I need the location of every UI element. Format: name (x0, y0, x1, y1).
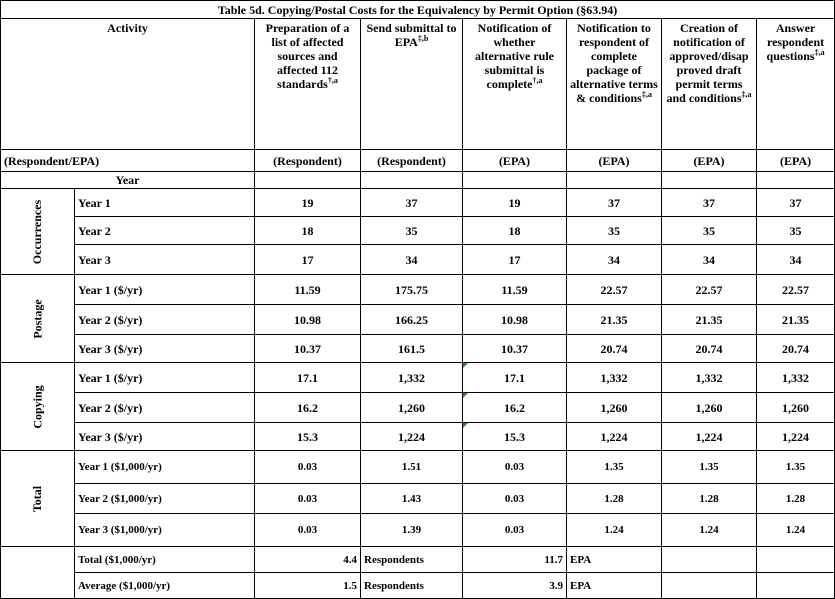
group-label-occurrences: Occurrences (1, 189, 75, 275)
table-title: Table 5d. Copying/Postal Costs for the Equivalency by Permit Option (§63.94) (1, 1, 835, 19)
row-label: Year 2 ($/yr) (75, 305, 255, 335)
table-cell: 35 (757, 217, 835, 245)
table-cell: 1.28 (662, 484, 757, 514)
party-cell: (EPA) (662, 150, 757, 172)
table-cell: 1,260 (567, 393, 662, 423)
table-cell: 161.5 (361, 335, 463, 363)
table-cell: 34 (757, 245, 835, 275)
table-cell: 1,260 (757, 393, 835, 423)
summary-average-epa-label: EPA (567, 573, 662, 599)
table-cell: 16.2 (463, 393, 567, 423)
table-cell: 10.37 (463, 335, 567, 363)
table-cell: 21.35 (567, 305, 662, 335)
header-activity: Activity (1, 19, 255, 150)
row-label: Year 2 ($1,000/yr) (75, 484, 255, 514)
row-label: Year 2 ($/yr) (75, 393, 255, 423)
row-label: Year 3 (75, 245, 255, 275)
party-cell: (Respondent) (361, 150, 463, 172)
table-cell: 19 (255, 189, 361, 217)
table-cell: 1.35 (662, 451, 757, 484)
table-cell: 0.03 (463, 484, 567, 514)
table-cell: 34 (662, 245, 757, 275)
table-cell: 0.03 (255, 484, 361, 514)
table-cell: 1,332 (361, 363, 463, 393)
table-cell: 1,332 (567, 363, 662, 393)
summary-total-label: Total ($1,000/yr) (75, 547, 255, 573)
row-label: Year 3 ($/yr) (75, 335, 255, 363)
table-cell: 1,260 (361, 393, 463, 423)
table-cell: 17.1 (463, 363, 567, 393)
group-label-total: Total (1, 451, 75, 547)
table-cell: 166.25 (361, 305, 463, 335)
table-cell: 37 (757, 189, 835, 217)
table-cell: 1.43 (361, 484, 463, 514)
table-cell: 1.24 (662, 514, 757, 547)
table-cell: 0.03 (255, 514, 361, 547)
header-col-1: Preparation of a list of affected sources and affected 112 standards$^{\dagger,a}$ (255, 19, 361, 150)
table-cell: 11.59 (255, 275, 361, 305)
table-cell: 10.98 (255, 305, 361, 335)
table-cell: 34 (567, 245, 662, 275)
summary-total-epa-value: 11.7 (463, 547, 567, 573)
header-col-2: Send submittal to $EPA^{\ddagger,b}$ (361, 19, 463, 150)
table-cell: 1,224 (662, 423, 757, 451)
table-cell: 37 (361, 189, 463, 217)
row-label: Year 3 ($1,000/yr) (75, 514, 255, 547)
summary-total-resp-value: 4.4 (255, 547, 361, 573)
table-cell: 37 (662, 189, 757, 217)
party-cell: (Respondent) (255, 150, 361, 172)
table-cell: 15.3 (255, 423, 361, 451)
table-cell: 21.35 (757, 305, 835, 335)
summary-average-label: Average ($1,000/yr) (75, 573, 255, 599)
table-cell: 1.51 (361, 451, 463, 484)
table-cell: 0.03 (255, 451, 361, 484)
table-cell: 1.24 (757, 514, 835, 547)
summary-average-epa-value: 3.9 (463, 573, 567, 599)
table-cell: 1,332 (757, 363, 835, 393)
row-label: Year 2 (75, 217, 255, 245)
table-cell: 10.37 (255, 335, 361, 363)
table-cell: 1.28 (757, 484, 835, 514)
summary-total-epa-label: EPA (567, 547, 662, 573)
table-cell: 21.35 (662, 305, 757, 335)
table-cell: 20.74 (662, 335, 757, 363)
summary-total-resp-label: Respondents (361, 547, 463, 573)
table-cell: 20.74 (567, 335, 662, 363)
year-header: Year (1, 172, 255, 189)
table-cell: 35 (662, 217, 757, 245)
table-cell: 15.3 (463, 423, 567, 451)
table-cell: 175.75 (361, 275, 463, 305)
group-label-copying: Copying (1, 363, 75, 451)
table-cell: 1.28 (567, 484, 662, 514)
table-cell: 1,224 (361, 423, 463, 451)
table-cell: 16.2 (255, 393, 361, 423)
table-cell: 1,224 (757, 423, 835, 451)
summary-average-resp-label: Respondents (361, 573, 463, 599)
table-cell: 22.57 (662, 275, 757, 305)
table-cell: 1.35 (757, 451, 835, 484)
header-col-6: Answer respondent questions$^{\ddagger,a}$ (757, 19, 835, 150)
header-col-5: Creation of notification of approved/disap proved draft permit terms and conditions$^{\ddagger,a}$ (662, 19, 757, 150)
table-cell: 1.24 (567, 514, 662, 547)
table-cell: 19 (463, 189, 567, 217)
table-cell: 0.03 (463, 514, 567, 547)
table-cell: 35 (361, 217, 463, 245)
table-cell: 1,260 (662, 393, 757, 423)
table-cell: 37 (567, 189, 662, 217)
party-cell: (EPA) (567, 150, 662, 172)
row-label: Year 1 ($1,000/yr) (75, 451, 255, 484)
party-cell: (EPA) (463, 150, 567, 172)
row-label: Year 1 (75, 189, 255, 217)
table-cell: 17.1 (255, 363, 361, 393)
table-cell: 34 (361, 245, 463, 275)
row-label: Year 1 ($/yr) (75, 363, 255, 393)
summary-spacer (1, 547, 75, 599)
table-cell: 1.39 (361, 514, 463, 547)
table-cell: 20.74 (757, 335, 835, 363)
table-cell: 10.98 (463, 305, 567, 335)
header-col-4: Notification to respondent of complete package of alternative terms & conditions$^{\ddagger,a}$ (567, 19, 662, 150)
table-cell: 1,224 (567, 423, 662, 451)
table-cell: 17 (463, 245, 567, 275)
row-label: Year 1 ($/yr) (75, 275, 255, 305)
table-cell: 0.03 (463, 451, 567, 484)
summary-average-resp-value: 1.5 (255, 573, 361, 599)
table-cell: 22.57 (567, 275, 662, 305)
table-cell: 17 (255, 245, 361, 275)
party-cell: (EPA) (757, 150, 835, 172)
group-label-postage: Postage (1, 275, 75, 363)
party-row-label: (Respondent/EPA) (1, 150, 255, 172)
row-label: Year 3 ($/yr) (75, 423, 255, 451)
header-col-3: Notification of whether alternative rule submittal is complete$^{\dagger,a}$ (463, 19, 567, 150)
table-cell: 22.57 (757, 275, 835, 305)
table-cell: 18 (255, 217, 361, 245)
table-cell: 18 (463, 217, 567, 245)
table-cell: 35 (567, 217, 662, 245)
table-cell: 1,332 (662, 363, 757, 393)
table-cell: 1.35 (567, 451, 662, 484)
table-cell: 11.59 (463, 275, 567, 305)
